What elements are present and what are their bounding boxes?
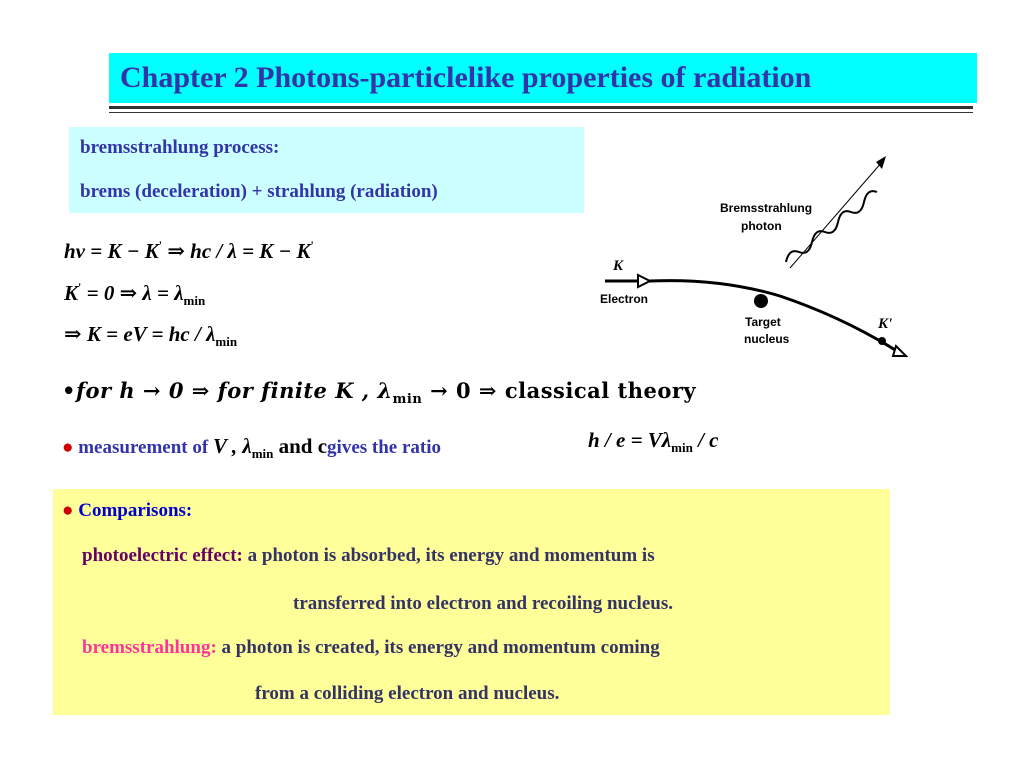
comparisons-bullet: ● bbox=[62, 500, 74, 521]
definition-line-2: brems (deceleration) + strahlung (radiation) bbox=[80, 181, 438, 202]
photon-label-2: photon bbox=[741, 219, 782, 233]
eq2-sub: min bbox=[183, 293, 206, 308]
measurement-bullet: ● bbox=[62, 437, 74, 458]
measurement-lambda: , λ bbox=[226, 434, 252, 458]
classical-part-1: for h → 0 ⇒ for finite K , λ bbox=[75, 378, 393, 403]
target-label-1: Target bbox=[745, 315, 781, 329]
photoelectric-line-1 bbox=[82, 545, 655, 567]
eq3-sub: min bbox=[215, 334, 238, 349]
eq1-lhs: hν = K − K bbox=[64, 239, 159, 263]
photon-label-1: Bremsstrahlung bbox=[720, 201, 813, 215]
bremsstrahlung-label: bremsstrahlung: bbox=[82, 637, 217, 658]
classical-part-2: → 0 ⇒ classical theory bbox=[422, 378, 697, 403]
photon-axis bbox=[790, 162, 882, 268]
equation-ev bbox=[64, 321, 237, 350]
comparisons-heading: Comparisons: bbox=[73, 500, 193, 521]
kprime-label: K' bbox=[878, 316, 893, 332]
measurement-sub: min bbox=[251, 446, 274, 461]
bremsstrahlung-line-1 bbox=[82, 637, 660, 659]
measurement-text-2: gives the ratio bbox=[327, 437, 442, 458]
classical-sub: min bbox=[392, 392, 423, 407]
measurement-line bbox=[62, 434, 441, 462]
bremsstrahlung-diagram bbox=[590, 150, 920, 365]
measurement-text-1: measurement of bbox=[73, 437, 213, 458]
electron-label: Electron bbox=[600, 292, 649, 306]
title-underline-thin bbox=[109, 112, 973, 113]
bremsstrahlung-text-1: a photon is created, its energy and momentum coming bbox=[216, 637, 660, 658]
classical-bullet: • bbox=[62, 378, 76, 403]
eq2-lhs: K bbox=[64, 281, 79, 305]
target-nucleus-icon bbox=[754, 294, 768, 308]
eq1-prime-2: ' bbox=[310, 238, 314, 252]
ratio-end: / c bbox=[692, 428, 719, 452]
ratio-main: h / e = Vλ bbox=[588, 428, 672, 452]
title-underline-thick bbox=[109, 106, 973, 109]
eq3-lhs: ⇒ K = eV = hc / λ bbox=[64, 322, 216, 346]
measurement-var-v: V bbox=[212, 434, 227, 458]
photoelectric-line-2: transferred into electron and recoiling nucleus. bbox=[293, 593, 673, 614]
definition-line-1: bremsstrahlung process: bbox=[80, 137, 280, 158]
electron-arrowhead bbox=[638, 275, 650, 287]
ratio-formula bbox=[588, 428, 718, 456]
bremsstrahlung-line-2: from a colliding electron and nucleus. bbox=[255, 683, 560, 704]
eq2-prime: ' bbox=[78, 280, 82, 294]
slide-title: Chapter 2 Photons-particlelike properties of radiation bbox=[120, 61, 812, 94]
scattered-electron-dot bbox=[878, 337, 886, 345]
classical-limit-line bbox=[62, 378, 696, 407]
equation-k-zero bbox=[64, 280, 205, 309]
k-label: K bbox=[613, 258, 624, 274]
target-label-2: nucleus bbox=[744, 332, 790, 346]
eq1-mid: ⇒ hc / λ = K − K bbox=[162, 239, 311, 263]
eq1-prime-1: ' bbox=[158, 238, 163, 252]
photoelectric-label: photoelectric effect: bbox=[82, 545, 243, 566]
ratio-sub: min bbox=[671, 440, 693, 455]
scattered-arrowhead bbox=[893, 346, 906, 356]
measurement-and-c: and c bbox=[273, 434, 328, 458]
equation-energy bbox=[64, 238, 314, 264]
eq2-mid: = 0 ⇒ λ = λ bbox=[81, 281, 184, 305]
comparisons-heading-line bbox=[62, 500, 192, 522]
photoelectric-text-1: a photon is absorbed, its energy and momentum is bbox=[242, 545, 655, 566]
